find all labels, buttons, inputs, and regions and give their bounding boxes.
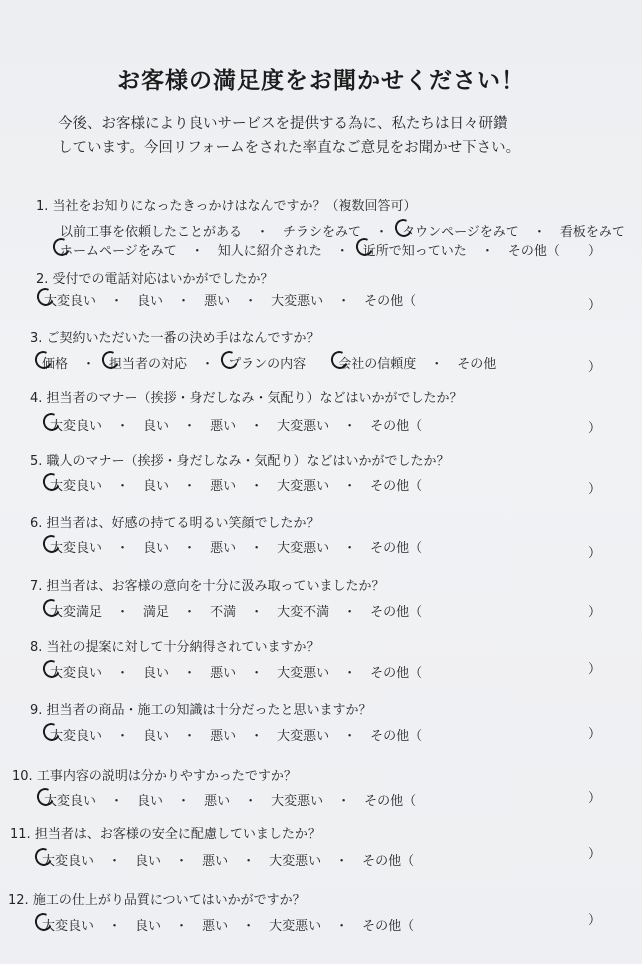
question-number: 11. (10, 827, 31, 842)
page-title: お客様の満足度をお聞かせください！ (117, 68, 525, 94)
option-selected[interactable] (50, 725, 102, 744)
options-row: 大変良い ・ 良い ・ 悪い ・ 大変悪い ・ その他（ (44, 790, 416, 809)
question-label: 職人のマナー（挨拶・身だしなみ・気配り）などはいかがでしたか？ (46, 454, 450, 469)
option-label: プランの内容 (228, 357, 307, 372)
question-number: 7. (30, 579, 43, 594)
close-paren: ） (588, 546, 602, 561)
question-label: 担当者は、お客様の安全に配慮していましたか？ (34, 827, 321, 842)
options-row: 大変良い ・ 良い ・ 悪い ・ 大変悪い ・ その他（ (50, 537, 422, 556)
option-selected[interactable] (42, 915, 94, 934)
question-number: 9. (30, 703, 43, 718)
question-text (10, 823, 321, 842)
option-label: 大変満足 (50, 605, 103, 620)
option[interactable]: その他 (457, 357, 497, 372)
close-paren: ） (588, 847, 602, 862)
option-selected[interactable] (60, 240, 177, 259)
option-label: 大変良い (50, 541, 103, 556)
question-label: ご契約いただいた一番の決め手はなんですか？ (46, 331, 320, 346)
question-label: 担当者は、お客様の意向を十分に汲み取っていましたか？ (46, 579, 385, 594)
options-row: 大変良い ・ 良い ・ 悪い ・ 大変悪い ・ その他（ (42, 850, 414, 869)
options-row: 大変良い ・ 良い ・ 悪い ・ 大変悪い ・ その他（ (50, 725, 422, 744)
question-text (8, 889, 306, 908)
option-selected[interactable] (363, 240, 467, 259)
option-label: 大変良い (44, 794, 97, 809)
option[interactable]: 大変悪い (277, 666, 330, 681)
option[interactable]: 大変悪い (271, 794, 324, 809)
question-number: 5. (30, 454, 43, 469)
options-row: 大変良い ・ 良い ・ 悪い ・ 大変悪い ・ その他（ (44, 290, 416, 309)
option-label: 大変良い (50, 729, 103, 744)
option[interactable]: 悪い (204, 294, 231, 309)
option-selected[interactable] (50, 662, 102, 681)
option-selected[interactable] (338, 353, 416, 372)
option[interactable]: 良い (143, 666, 170, 681)
option[interactable]: その他（ (364, 794, 417, 809)
intro-text (58, 112, 618, 160)
question-text (30, 327, 320, 346)
option-label: 大変良い (50, 666, 103, 681)
option-label: 大変良い (50, 419, 103, 434)
close-paren: ） (588, 298, 602, 313)
option[interactable]: 大変悪い (269, 919, 322, 934)
question-text (30, 512, 320, 531)
option[interactable]: 悪い (210, 479, 237, 494)
option[interactable]: その他（ (370, 729, 423, 744)
option[interactable]: 大変悪い (277, 419, 330, 434)
options-row: 大変良い ・ 良い ・ 悪い ・ 大変悪い ・ その他（ (42, 915, 414, 934)
option-selected[interactable] (42, 850, 94, 869)
question-number: 4. (30, 391, 43, 406)
question-text (36, 268, 274, 287)
option-label: 大変良い (50, 479, 103, 494)
question-label: 担当者のマナー（挨拶・身だしなみ・気配り）などはいかがでしたか？ (46, 391, 463, 406)
option-selected[interactable] (50, 475, 102, 494)
option-label: 担当者の対応 (109, 357, 188, 372)
question-label: 担当者の商品・施工の知識は十分だったと思いますか？ (46, 703, 372, 718)
option-selected[interactable] (228, 353, 306, 372)
close-paren: ） (588, 791, 602, 806)
option-label: 会社の信頼度 (338, 357, 417, 372)
option-selected[interactable] (50, 601, 102, 620)
question-number: 3. (30, 331, 43, 346)
option[interactable]: その他（ (370, 419, 423, 434)
question-label: 当社をお知りになったきっかけはなんですか？（複数回答可） (52, 199, 417, 214)
option[interactable]: 大変悪い (271, 294, 324, 309)
option[interactable]: 以前工事を依頼したことがある (60, 225, 243, 240)
option[interactable]: 看板をみて (559, 225, 625, 240)
option[interactable]: 良い (143, 541, 170, 556)
question-text (36, 195, 417, 214)
question-number: 6. (30, 516, 43, 531)
options-row-2: ホームページをみて ・ 知人に紹介された ・ 近所で知っていた ・ その他（ (60, 240, 560, 259)
option-label: 近所で知っていた (362, 244, 467, 259)
option[interactable]: 満足 (143, 605, 170, 620)
option[interactable]: 良い (143, 479, 170, 494)
options-row: 価格 ・ 担当者の対応 ・ プランの内容 会社の信頼度 ・ その他 (42, 353, 496, 372)
question-number: 8. (30, 640, 43, 655)
close-paren: ） (588, 421, 602, 436)
close-paren: ） (588, 605, 602, 620)
option-label: タウンページをみて (402, 225, 519, 240)
option[interactable]: 良い (143, 729, 170, 744)
option[interactable]: 不満 (210, 605, 237, 620)
question-text (30, 699, 372, 718)
option[interactable]: 良い (137, 794, 164, 809)
option[interactable]: チラシをみて (283, 225, 362, 240)
question-number: 1. (36, 199, 49, 214)
question-label: 工事内容の説明は分かりやすかったですか？ (36, 769, 297, 784)
option[interactable]: その他（ (370, 666, 423, 681)
question-text (30, 450, 450, 469)
option-label: 大変良い (42, 854, 95, 869)
question-number: 12. (8, 893, 29, 908)
question-number: 10. (12, 769, 33, 784)
options-row: 大変良い ・ 良い ・ 悪い ・ 大変悪い ・ その他（ (50, 662, 422, 681)
option[interactable]: 良い (135, 854, 162, 869)
options-row: 大変良い ・ 良い ・ 悪い ・ 大変悪い ・ その他（ (50, 415, 422, 434)
option[interactable]: 悪い (210, 666, 237, 681)
option[interactable]: 大変悪い (277, 729, 330, 744)
close-paren: ） (588, 360, 602, 375)
option-selected[interactable] (402, 221, 519, 240)
option-selected[interactable] (109, 353, 187, 372)
option[interactable]: 大変悪い (277, 541, 330, 556)
options-row: 大変満足 ・ 満足 ・ 不満 ・ 大変不満 ・ その他（ (50, 601, 422, 620)
option[interactable]: 悪い (210, 729, 237, 744)
option-selected[interactable] (50, 415, 102, 434)
close-paren: ） (588, 662, 602, 677)
option[interactable]: 悪い (204, 794, 231, 809)
option[interactable]: その他（ (370, 479, 423, 494)
option-label: ホームページをみて (60, 244, 177, 259)
options-row: 大変良い ・ 良い ・ 悪い ・ 大変悪い ・ その他（ (50, 475, 422, 494)
option-selected[interactable] (50, 537, 102, 556)
close-paren: ） (588, 727, 602, 742)
option[interactable]: 悪い (210, 541, 237, 556)
option[interactable]: 悪い (210, 419, 237, 434)
question-label: 担当者は、好感の持てる明るい笑顔でしたか？ (46, 516, 320, 531)
option-selected[interactable] (44, 290, 96, 309)
option[interactable]: その他（ (370, 605, 423, 620)
option[interactable]: その他（ (362, 854, 415, 869)
option-label: 大変良い (44, 294, 97, 309)
option-label: 価格 (42, 357, 69, 372)
option[interactable]: 大変不満 (277, 605, 330, 620)
options-row-1: 以前工事を依頼したことがある ・ チラシをみて ・ タウンページをみて ・ 看板をみて (60, 221, 625, 240)
option[interactable]: 悪い (202, 919, 229, 934)
question-text (30, 575, 385, 594)
intro-line-2: しています。今回リフォームをされた率直なご意見をお聞かせ下さい。 (58, 140, 521, 156)
close-paren: ） (588, 913, 602, 928)
option-selected[interactable] (44, 790, 96, 809)
close-paren: ） (588, 244, 602, 259)
option[interactable]: その他（ (362, 919, 415, 934)
question-label: 受付での電話対応はいかがでしたか？ (52, 272, 274, 287)
option[interactable]: 悪い (202, 854, 229, 869)
option[interactable]: 大変悪い (269, 854, 322, 869)
option[interactable]: 良い (137, 294, 164, 309)
option-selected[interactable] (42, 353, 68, 372)
option[interactable]: その他（ (364, 294, 417, 309)
question-label: 施工の仕上がり品質についてはいかがですか？ (32, 893, 306, 908)
option[interactable]: 大変悪い (277, 479, 330, 494)
option[interactable]: その他（ (507, 244, 560, 259)
option[interactable]: 良い (143, 419, 170, 434)
question-text (12, 765, 297, 784)
question-text (30, 387, 463, 406)
question-text (30, 636, 320, 655)
question-label: 当社の提案に対して十分納得されていますか？ (46, 640, 320, 655)
option[interactable]: 知人に紹介された (217, 244, 322, 259)
intro-line-1: 今後、お客様により良いサービスを提供する為に、私たちは日々研鑽 (58, 116, 508, 132)
option-label: 大変良い (42, 919, 95, 934)
question-number: 2. (36, 272, 49, 287)
option[interactable]: その他（ (370, 541, 423, 556)
option[interactable]: 良い (135, 919, 162, 934)
close-paren: ） (588, 482, 602, 497)
